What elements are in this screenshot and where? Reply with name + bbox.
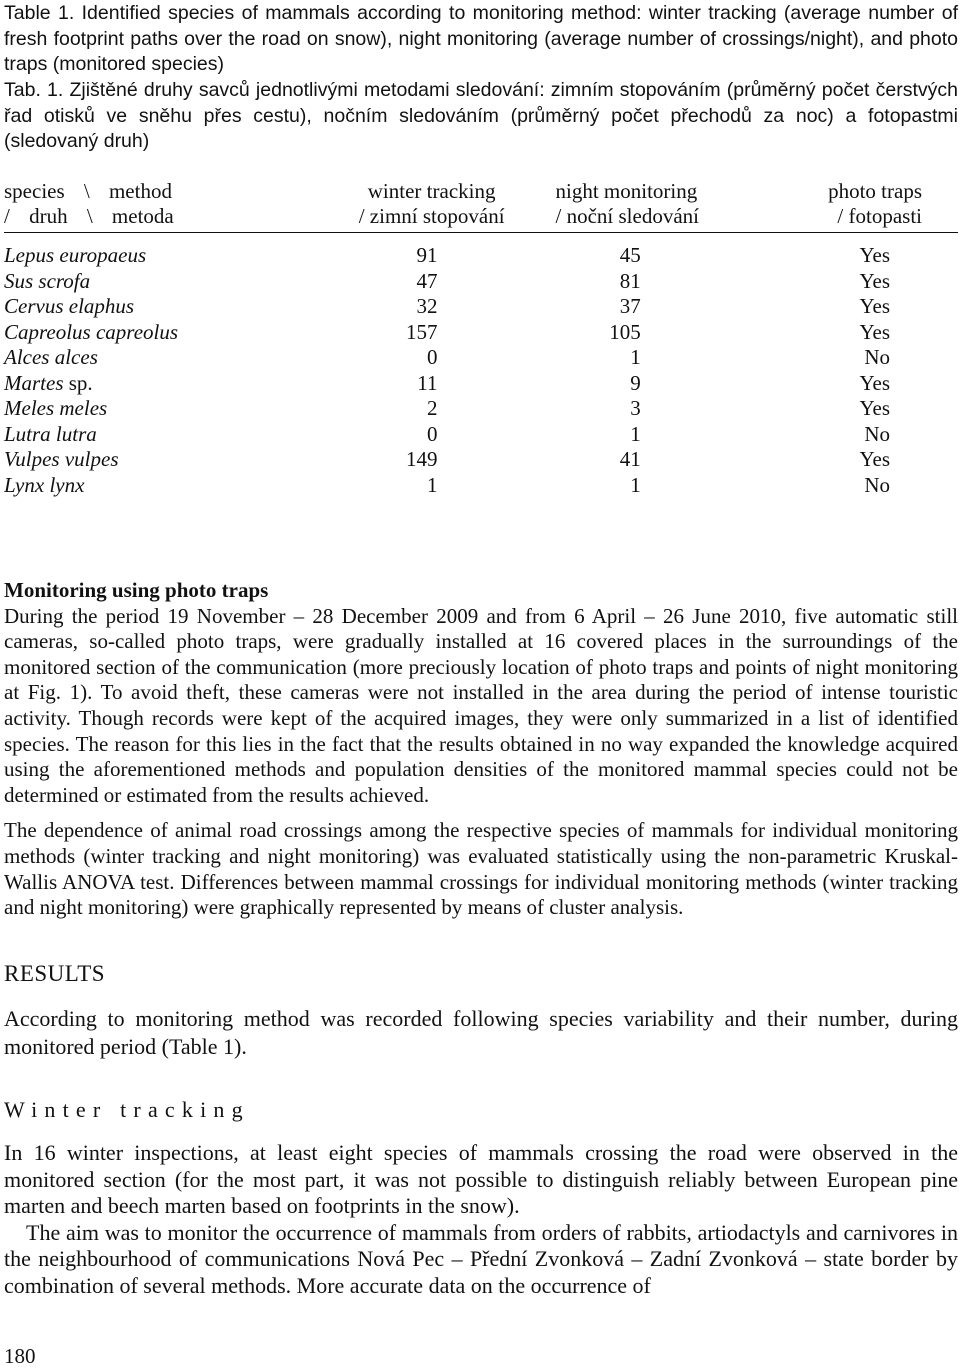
winter-paragraph-1: In 16 winter inspections, at least eight species of mammals crossing the road were observed in the monitored section (for the most part, it was not possible to distinguish reliably between European pine marten and beech marten based on footprints in the snow).	[4, 1140, 958, 1218]
header-zimni-stopovani: / zimní stopování	[296, 204, 518, 233]
table-row	[4, 269, 958, 295]
winter-tracking-value: 91	[416, 243, 438, 267]
winter-tracking-section	[4, 1140, 958, 1299]
winter-tracking-value: 0	[427, 421, 438, 446]
photo-traps-value: Yes	[859, 319, 890, 344]
table-row	[4, 294, 958, 320]
header-fotopasti: / fotopasti	[757, 204, 958, 233]
table-row	[4, 371, 958, 397]
photo-traps-value: Yes	[859, 243, 890, 267]
winter-paragraph-2: The aim was to monitor the occurrence of mammals from orders of rabbits, artiodactyls and carnivores in the neighbourhood of communications Nová Pec – Přední Zvonková – Zadní Zvonková – state border by combination of several methods. More accurate data on the occurrence of	[4, 1219, 958, 1298]
species-name: Lepus europaeus	[4, 243, 147, 267]
winter-tracking-value: 32	[416, 294, 438, 318]
species-cell	[4, 473, 296, 499]
species-name: Cervus elaphus	[4, 294, 135, 318]
species-name: Sus scrofa	[4, 268, 91, 293]
night-monitoring-value: 9	[630, 370, 641, 395]
photo-traps-value: Yes	[859, 370, 890, 395]
photo-traps-value: Yes	[859, 396, 890, 420]
table-header-row-en	[4, 179, 958, 204]
results-paragraph: According to monitoring method was recorded following species variability and their number, during monitored period (Table 1).	[4, 1006, 958, 1059]
species-cell	[4, 447, 296, 473]
species-name: Vulpes vulpes	[4, 447, 119, 471]
night-monitoring-value: 1	[630, 421, 641, 446]
header-photo-traps: photo traps	[828, 179, 922, 203]
photo-traps-value: Yes	[859, 268, 890, 293]
species-name: Martes	[4, 370, 64, 395]
photo-traps-heading: Monitoring using photo traps	[4, 578, 269, 602]
species-suffix: sp.	[63, 370, 93, 395]
species-name: Lutra lutra	[4, 421, 97, 446]
night-monitoring-value: 1	[630, 345, 641, 369]
photo-traps-value: Yes	[859, 447, 890, 471]
header-nocni-sledovani: / noční sledování	[518, 204, 757, 233]
photo-traps-value: No	[864, 345, 890, 369]
table-row	[4, 473, 958, 499]
table-row	[4, 396, 958, 422]
winter-tracking-value: 47	[416, 268, 438, 293]
header-night-monitoring: night monitoring	[555, 179, 698, 203]
species-cell	[4, 422, 296, 448]
table-header-row-cz	[4, 204, 958, 233]
table-caption-en: Table 1. Identified species of mammals according to monitoring method: winter tracking (average number of fresh footprint paths over the road on snow), night monitoring (average number of crossings/night), and photo traps (monitored species)	[4, 2, 958, 75]
winter-tracking-value: 1	[427, 472, 438, 497]
species-cell	[4, 269, 296, 295]
header-winter-tracking: winter tracking	[367, 179, 496, 203]
photo-traps-paragraph-1: During the period 19 November – 28 December 2009 and from 6 April – 26 June 2010, five automatic still cameras, so-called photo traps, were gradually installed at 16 covered places in the surroundings of the monitored section of the communication (more preciously location of photo traps and points of night monitoring at Fig. 1). To avoid theft, these cameras were not installed in the area during the period of intense touristic activity. Though records were kept of the acquired images, they were only summarized in a list of identified species. The reason for this lies in the fact that the results obtained in no way expanded the knowledge acquired using the aforementioned methods and population densities of the monitored mammal species could not be determined or estimated from the results achieved.	[4, 603, 958, 807]
header-druh-metoda: / druh \ metoda	[4, 204, 296, 233]
species-name: Meles meles	[4, 396, 108, 420]
photo-traps-value: Yes	[859, 294, 890, 318]
winter-tracking-value: 11	[417, 370, 438, 395]
photo-traps-value: No	[864, 421, 890, 446]
table-row	[4, 345, 958, 371]
winter-tracking-value: 149	[406, 447, 438, 471]
species-table	[4, 179, 958, 498]
species-cell	[4, 345, 296, 371]
night-monitoring-value: 45	[619, 243, 641, 267]
results-heading: RESULTS	[4, 961, 106, 986]
photo-traps-value: No	[864, 472, 890, 497]
winter-tracking-value: 0	[427, 345, 438, 369]
table-body	[4, 233, 958, 499]
page-number: 180	[4, 1344, 36, 1368]
species-cell	[4, 294, 296, 320]
species-name: Alces alces	[4, 345, 98, 369]
species-cell	[4, 233, 296, 269]
night-monitoring-value: 81	[619, 268, 641, 293]
night-monitoring-value: 3	[630, 396, 641, 420]
table-row	[4, 320, 958, 346]
species-cell	[4, 396, 296, 422]
species-name: Lynx lynx	[4, 472, 85, 497]
night-monitoring-value: 41	[619, 447, 641, 471]
table-row	[4, 422, 958, 448]
winter-tracking-value: 2	[427, 396, 438, 420]
winter-tracking-heading: Winter tracking	[4, 1097, 250, 1122]
photo-traps-section	[4, 578, 958, 921]
table-caption-cz: Tab. 1. Zjištěné druhy savců jednotlivými metodami sledování: zimním stopováním (průměrný počet čerstvých řad otisků ve sněhu přes cestu), nočním sledováním (průměrný počet přechodů za noc) a fotopastmi (sledovaný druh)	[4, 79, 958, 152]
photo-traps-paragraph-2: The dependence of animal road crossings among the respective species of mammals for individual monitoring methods (winter tracking and night monitoring) was evaluated statistically using the non-parametric Kruskal-Wallis ANOVA test. Differences between mammal crossings for individual monitoring methods (winter tracking and night monitoring) were graphically represented by means of cluster analysis.	[4, 818, 958, 920]
night-monitoring-value: 37	[619, 294, 641, 318]
species-name: Capreolus capreolus	[4, 319, 179, 344]
table-row	[4, 447, 958, 473]
night-monitoring-value: 1	[630, 472, 641, 497]
header-species-method: species \ method	[4, 179, 172, 203]
species-cell	[4, 320, 296, 346]
night-monitoring-value: 105	[609, 319, 641, 344]
table-row	[4, 233, 958, 269]
species-cell	[4, 371, 296, 397]
winter-tracking-value: 157	[406, 319, 438, 344]
